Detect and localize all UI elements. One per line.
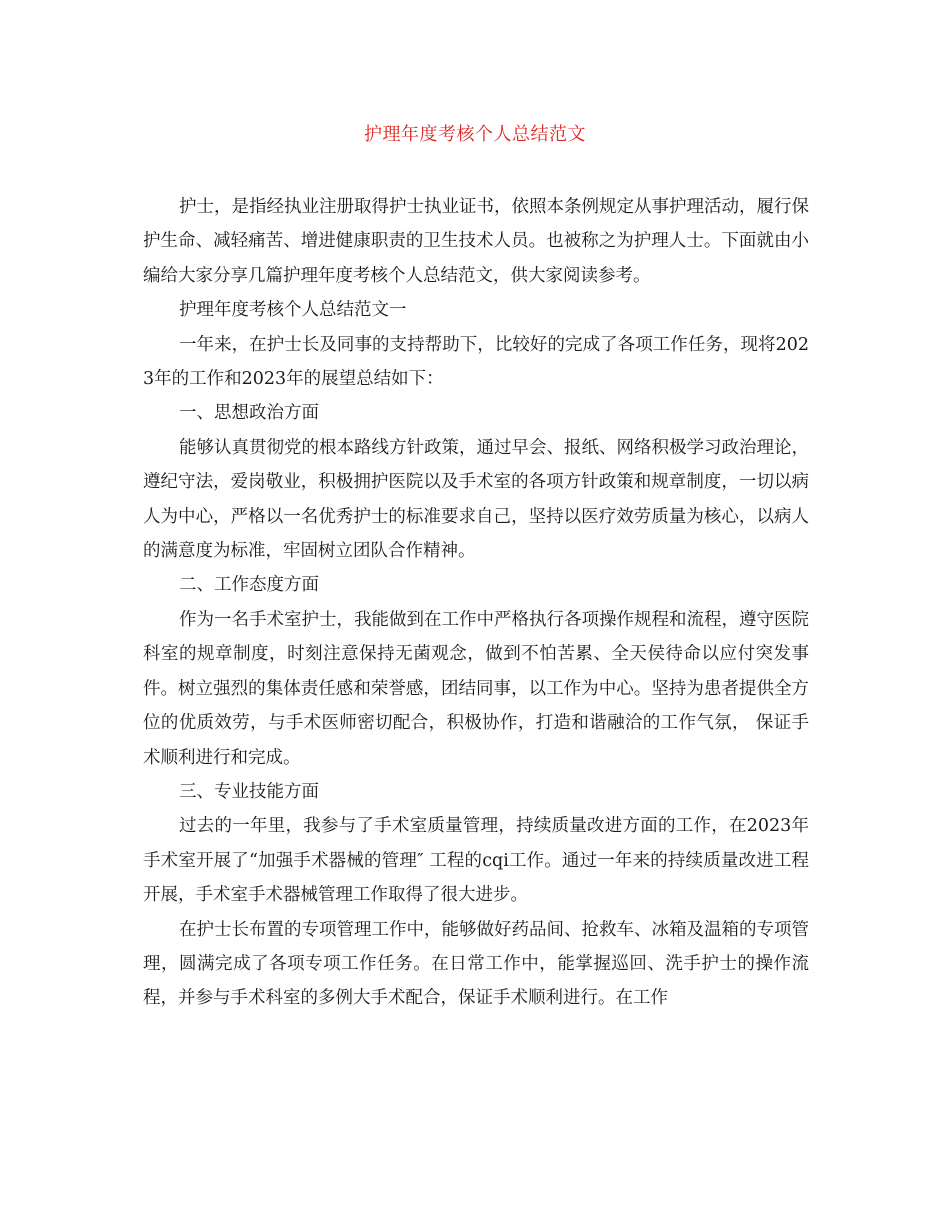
summary-intro-paragraph: 一年来，在护士长及同事的支持帮助下，比较好的完成了各项工作任务，现将2023年的工作和2023年的展望总结如下： bbox=[143, 334, 809, 390]
section-heading-political: 一、思想政治方面 bbox=[179, 403, 319, 424]
attitude-paragraph: 作为一名手术室护士，我能做到在工作中严格执行各项操作规程和流程，遵守医院科室的规章制度，时刻注意保持无菌观念，做到不怕苦累、全天侯待命以应付突发事件。树立强烈的集体责任感和荣誉感，团结同事，以工作为中心。坚持为患者提供全方位的优质效劳，与手术医师密切配合，积极协作，打造和谐融洽的工作气氛， 保证手术顺利进行和完成。 bbox=[143, 609, 809, 768]
intro-paragraph: 护士，是指经执业注册取得护士执业证书，依照本条例规定从事护理活动，履行保护生命、减轻痛苦、增进健康职责的卫生技术人员。也被称之为护理人士。下面就由小编给大家分享几篇护理年度考核个人总结范文，供大家阅读参考。 bbox=[143, 197, 809, 286]
skills-paragraph: 过去的一年里，我参与了手术室质量管理，持续质量改进方面的工作，在2023年手术室开展了“加强手术器械的管理″ 工程的cqi工作。通过一年来的持续质量改进工程开展，手术室手术器械管理工作取得了很大进步。 bbox=[143, 816, 809, 906]
document-title: 护理年度考核个人总结范文 bbox=[364, 124, 586, 145]
section-heading-skills: 三、专业技能方面 bbox=[179, 781, 319, 802]
political-paragraph: 能够认真贯彻党的根本路线方针政策，通过早会、报纸、网络积极学习政治理论，遵纪守法，爱岗敬业，积极拥护医院以及手术室的各项方针政策和规章制度，一切以病人为中心，严格以一名优秀护士的标准要求自己，坚持以医疗效劳质量为核心，以病人的满意度为标准，牢固树立团队合作精神。 bbox=[143, 437, 809, 562]
special-management-paragraph: 在护士长布置的专项管理工作中，能够做好药品间、抢救车、冰箱及温箱的专项管理，圆满完成了各项专项工作任务。在日常工作中，能掌握巡回、洗手护士的操作流程，并参与手术科室的多例大手术配合，保证手术顺利进行。在工作 bbox=[143, 919, 809, 1009]
section-heading-sample-one: 护理年度考核个人总结范文一 bbox=[179, 300, 407, 321]
section-heading-attitude: 二、工作态度方面 bbox=[179, 575, 319, 596]
document-body bbox=[143, 190, 809, 1016]
